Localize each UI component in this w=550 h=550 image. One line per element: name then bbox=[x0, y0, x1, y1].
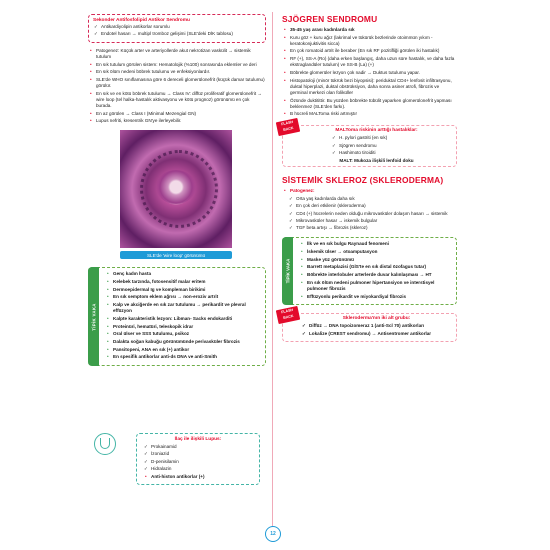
drug-item: ✓ Hidralazin bbox=[143, 466, 253, 472]
pathogenesis-item: ✓ TGF beta artışı → fibrozis (skleroz) bbox=[288, 225, 457, 231]
page-number: 12 bbox=[265, 526, 281, 542]
drug-item: ✓ İzoniazid bbox=[143, 451, 253, 457]
ssc-case-item: • Böbrekte interlobuler arterlerde duvar kalınlaşması → HT bbox=[299, 272, 452, 278]
sjogren-bullets bbox=[282, 27, 457, 117]
antiphospholipid-item: ✓ Antikardiyolipin antikorlar sorumlu bbox=[93, 24, 261, 30]
maltoma-flashback bbox=[280, 120, 457, 167]
drug-box bbox=[136, 433, 260, 485]
sjogren-bullet: • B hücreli MALToma riski artmıştır bbox=[282, 111, 457, 117]
sle-bullet: • En sık ölüm nedeni böbrek tutulumu ve enfeksiyonlardır. bbox=[88, 69, 266, 75]
sjogren-bullet: • En çok romatoid artrit ile beraber (En sık RF pozitifliği görülen iki hastalık) bbox=[282, 48, 457, 54]
scleroderma-pathogenesis bbox=[288, 196, 457, 232]
antiphospholipid-title: Sekonder Antifosfolipid Antikor Sendromu bbox=[93, 18, 190, 23]
typical-case-label: TİPİK VAKA bbox=[285, 259, 290, 284]
maltoma-item: ✓ Sjögren sendromu bbox=[331, 143, 452, 149]
typical-case-tab bbox=[282, 237, 293, 305]
subgroups-title: Skleroderma'nın iki alt grubu: bbox=[342, 316, 411, 322]
sjogren-bullet: • Özünde duktitittir. Bu yüzden böbrekte tübülit yaparken glomerülonefrit yapması beklenmez (SLE'den farkı). bbox=[282, 98, 457, 110]
left-column bbox=[88, 14, 266, 366]
subgroup-item: ✓ Lokalize (CREST sendromu) → Antisentromer antikorlar bbox=[301, 331, 452, 337]
flashback-tag: FLASH BACK bbox=[276, 118, 300, 136]
sle-case-item: • Kelebek tarzında, fotosensitif malar eritem bbox=[105, 279, 261, 285]
sle-case-item: • Dermoepidermal Ig ve kompleman birikimi bbox=[105, 287, 261, 293]
sle-bullet: • Patogenez: Küçük arter ve arteriyollerde akut nekrotizan vaskülit → sistemik tutulum bbox=[88, 48, 266, 60]
sjogren-bullet: • Histopatoloji (minör tükrük bezi biyopsisi): periduktal CD4+ lenfosit infiltrasyonu, duktal hiperplazi, duktal obstrüksiyon, daha sonra asiner atrofi, fibrozis ve germinal merkezi olan foliküller bbox=[282, 78, 457, 96]
sle-bullets bbox=[88, 48, 266, 125]
micrograph-caption: SLE'de 'wire loop' görünümü bbox=[120, 251, 232, 259]
typical-case-label: TİPİK VAKA bbox=[91, 302, 96, 331]
sle-case-item: • Kalpte karakteristik lezyon: Libman- Sacks endokarditi bbox=[105, 316, 261, 322]
sle-case-item: • Kalp ve akciğerde en sık zar tutulumu → perikardit ve plevral effüzyon bbox=[105, 302, 261, 314]
maltoma-title: MALToma riskinin arttığı hastalıklar: bbox=[335, 128, 418, 134]
sjogren-bullet: • RF (+), SS-A (Ro) (daha erken başlangıç, daha uzun süre hastalık, ve daha fazla ekstraglandüler tutulum) ve SS-B (La) (+) bbox=[282, 56, 457, 68]
pathogenesis-item: ✓ En çok deri etkilenir (skleroderma) bbox=[288, 203, 457, 209]
drug-extra: • Anti-histon antikorlar (+) bbox=[143, 474, 253, 480]
sle-case-item: • En spesifik antikorlar anti-ds DNA ve anti-Smith bbox=[105, 354, 261, 360]
right-column bbox=[282, 14, 457, 342]
typical-case-tab bbox=[88, 267, 99, 366]
drug-box-title: İlaç ile ilişkili Lupus: bbox=[174, 437, 222, 442]
sjogren-bullet: • Kuru göz + kuru ağız (lakrimal ve tükürük bezlerinde otoimmün yıkım - keratokonjuktivitis sicca) bbox=[282, 35, 457, 47]
flashback-tag: FLASH BACK bbox=[276, 306, 300, 324]
stethoscope-icon bbox=[94, 433, 116, 455]
sjogren-heading: SJÖGREN SENDROMU bbox=[282, 14, 378, 24]
ssc-case-item: • Maske yüz görünümü bbox=[299, 257, 452, 263]
column-divider bbox=[272, 12, 273, 532]
ssc-case-item: • En sık ölüm nedeni pulmoner hipertansiyon ve interstisyel pulmoner fibrozis bbox=[299, 280, 452, 292]
drug-item: ✓ Prokainamid bbox=[143, 444, 253, 450]
subgroup-item: ✓ Diffüz → DNA topoizomeraz 1 (anti-Scl 70) antikorları bbox=[301, 323, 452, 329]
sle-case-item: • Genç kadın hasta bbox=[105, 271, 261, 277]
ssc-typical-case-box bbox=[282, 237, 457, 305]
sjogren-bullet: • 35-45 yaş arası kadınlarda sık bbox=[282, 27, 457, 33]
pathogenesis-item: ✓ CD4 (+) hücrelerin neden olduğu mikrovasküler dolaşım hasarı → sistemik bbox=[288, 211, 457, 217]
sle-case-item: • En sık semptom eklem ağrısı → non-eroziv artrit bbox=[105, 294, 261, 300]
scleroderma-heading: SİSTEMİK SKLEROZ (SKLERODERMA) bbox=[282, 175, 444, 186]
pathogenesis-item: ✓ Orta yaş kadınlarda daha sık bbox=[288, 196, 457, 202]
sle-bullet: • Lupus nefriti, kresentrik GN'ye ilerleyebilir. bbox=[88, 118, 266, 124]
scleroderma-subgroups-flashback bbox=[280, 308, 457, 342]
sle-case-item: • Proteinüri, hematüri, teleskopik idrar bbox=[105, 324, 261, 330]
sjogren-bullet: • Böbrekte glomerüler lezyon çok nadir → Duktus tutulumu yapar. bbox=[282, 70, 457, 76]
sle-bullet: • SLE'de WHO sınıflamasına göre 6 dereceli glomerülonefrit (küçük damar tutulumu) görülür. bbox=[88, 77, 266, 89]
pathogenesis-label: • Patogenez: bbox=[282, 188, 457, 194]
ssc-case-item: • İskemik ülser → otoamputasyon bbox=[299, 249, 452, 255]
wire-loop-micrograph bbox=[120, 130, 232, 248]
ssc-case-item: • Effüzyonlu perikardit ve miyokardiyal fibrozis bbox=[299, 294, 452, 300]
antiphospholipid-box bbox=[88, 14, 266, 43]
sle-bullet: • En sık tutulum görülen sistem: Hematolojik (%100) sonrasında eklemler ve deri bbox=[88, 62, 266, 68]
sle-case-item: • Dalakta soğan kabuğu görünümünde perivasküler fibrozis bbox=[105, 339, 261, 345]
maltoma-item: ✓ H. pylori gastriti (en sık) bbox=[331, 135, 452, 141]
sle-bullet: • En az görülen → Class I (Minimal Mezengial GN) bbox=[88, 111, 266, 117]
ssc-case-item: • Barrett metaplazisi (GİS'te en sık distal özofagus tutar) bbox=[299, 264, 452, 270]
sle-bullet: • En sık ve en kötü böbrek tutulumu → Class IV: diffüz proliferatif glomerülonefrit → wire loop (tel halka-hastalık aktivasyonu ve kötü prognoz) görünümü en çok burada. bbox=[88, 91, 266, 109]
scleroderma-intro bbox=[282, 188, 457, 194]
sle-case-item: • Pansitopeni, ANA en sık (+) antikor bbox=[105, 347, 261, 353]
malt-definition: MALT: Mukoza ilişkili lenfoid doku bbox=[339, 158, 414, 164]
drug-induced-lupus bbox=[88, 430, 266, 500]
drug-item: ✓ D-penisilamin bbox=[143, 459, 253, 465]
antiphospholipid-item: ✓ Endotel hasarı → multipl tromboz gelişimi (SLE'deki DİK tablosu) bbox=[93, 31, 261, 37]
ssc-case-item: • İlk ve en sık bulgu Raynaud fenomeni bbox=[299, 241, 452, 247]
pathogenesis-item: ✓ Mikrovasküler hasar → iskemik bulgular bbox=[288, 218, 457, 224]
maltoma-item: ✓ Hashimoto tiroiditi bbox=[331, 150, 452, 156]
sle-typical-case-box bbox=[88, 267, 266, 366]
sle-case-item: • Oral ülser ve SSS tutulumu, psikoz bbox=[105, 331, 261, 337]
